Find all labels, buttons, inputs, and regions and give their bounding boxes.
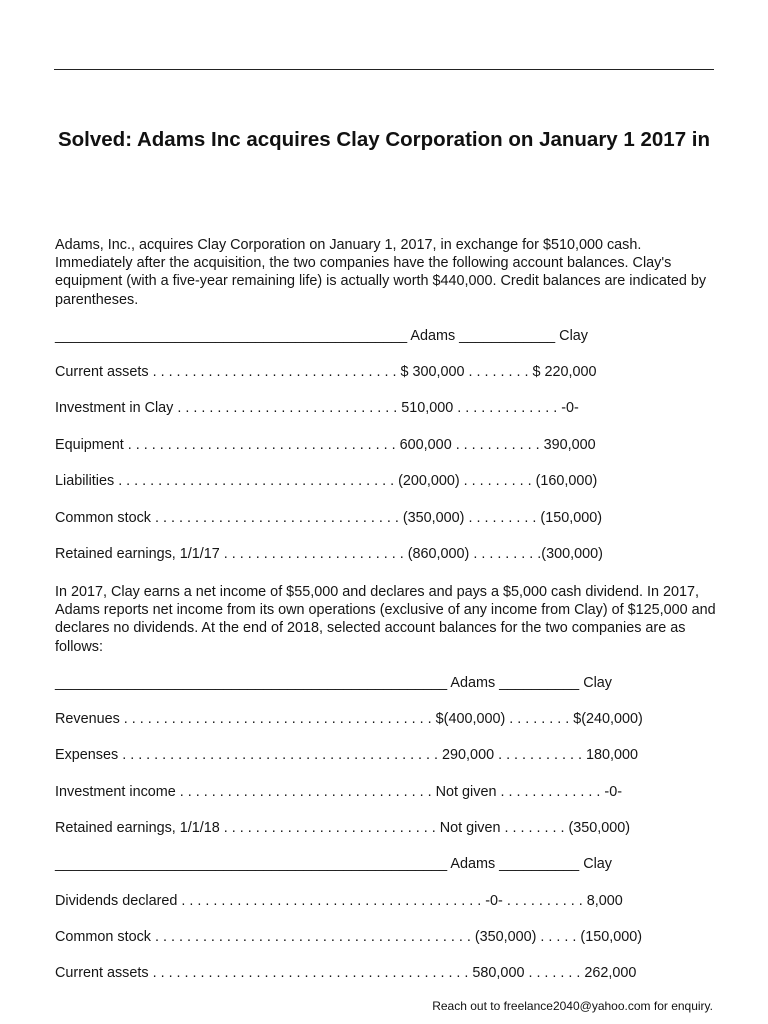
table3-row-common-stock: Common stock . . . . . . . . . . . . . . . . . . . . . . . . . . . . . . . . . . . . . . . . (350,000) . . . . . (150,000) bbox=[55, 929, 643, 945]
table1-row-retained-earnings: Retained earnings, 1/1/17 . . . . . . . . . . . . . . . . . . . . . . . (860,000) . . . . . . . . .(300,000) bbox=[55, 546, 603, 562]
table1-header: ____________________________________________ Adams ____________ Clay bbox=[55, 328, 588, 344]
table1-row-investment-in-clay: Investment in Clay . . . . . . . . . . . . . . . . . . . . . . . . . . . . 510,000 . . . . . . . . . . . . . -0- bbox=[55, 400, 579, 416]
table1-row-equipment: Equipment . . . . . . . . . . . . . . . . . . . . . . . . . . . . . . . . . . 600,000 . . . . . . . . . . . 390,000 bbox=[55, 437, 596, 453]
page-title: Solved: Adams Inc acquires Clay Corporation on January 1 2017 in bbox=[57, 128, 711, 151]
table1-row-common-stock: Common stock . . . . . . . . . . . . . . . . . . . . . . . . . . . . . . . (350,000) . . . . . . . . . (150,000) bbox=[55, 510, 603, 526]
table1-row-current-assets: Current assets . . . . . . . . . . . . . . . . . . . . . . . . . . . . . . . $ 300,000 . . . . . . . . $ 220,000 bbox=[55, 364, 597, 380]
table3-row-current-assets: Current assets . . . . . . . . . . . . . . . . . . . . . . . . . . . . . . . . . . . . . . . . 580,000 . . . . . . . 262,000 bbox=[55, 965, 637, 981]
table1-row-liabilities: Liabilities . . . . . . . . . . . . . . . . . . . . . . . . . . . . . . . . . . . (200,000) . . . . . . . . . (160,000) bbox=[55, 473, 598, 489]
footer-contact: Reach out to freelance2040@yahoo.com for enquiry. bbox=[432, 999, 713, 1013]
table3-row-dividends-declared: Dividends declared . . . . . . . . . . . . . . . . . . . . . . . . . . . . . . . . . . . . . . -0- . . . . . . . . . . 8,000 bbox=[55, 893, 623, 909]
table3-header: _________________________________________________ Adams __________ Clay bbox=[55, 856, 612, 872]
table2-row-revenues: Revenues . . . . . . . . . . . . . . . . . . . . . . . . . . . . . . . . . . . . . . . $(400,000) . . . . . . . . $(240,000) bbox=[55, 711, 643, 727]
table2-header: _________________________________________________ Adams __________ Clay bbox=[55, 675, 612, 691]
table2-row-investment-income: Investment income . . . . . . . . . . . . . . . . . . . . . . . . . . . . . . . . Not given . . . . . . . . . . . . . -0- bbox=[55, 784, 622, 800]
second-paragraph: In 2017, Clay earns a net income of $55,000 and declares and pays a $5,000 cash dividend. In 2017, Adams reports net income from its own operations (exclusive of any income from Clay) of $125,000 and declares no dividends. At the end of 2018, selected account balances for the two companies are as follows: bbox=[55, 584, 716, 655]
top-divider bbox=[54, 69, 714, 70]
table2-row-expenses: Expenses . . . . . . . . . . . . . . . . . . . . . . . . . . . . . . . . . . . . . . . . 290,000 . . . . . . . . . . . 180,000 bbox=[55, 747, 639, 763]
intro-paragraph: Adams, Inc., acquires Clay Corporation on January 1, 2017, in exchange for $510,000 cash. Immediately after the acquisition, the two companies have the following account balances. Clay's equipment (with a five-year remaining life) is actually worth $440,000. Credit balances are indicated by parentheses. bbox=[55, 237, 707, 308]
table2-row-retained-earnings: Retained earnings, 1/1/18 . . . . . . . . . . . . . . . . . . . . . . . . . . . Not given . . . . . . . . (350,000) bbox=[55, 820, 631, 836]
